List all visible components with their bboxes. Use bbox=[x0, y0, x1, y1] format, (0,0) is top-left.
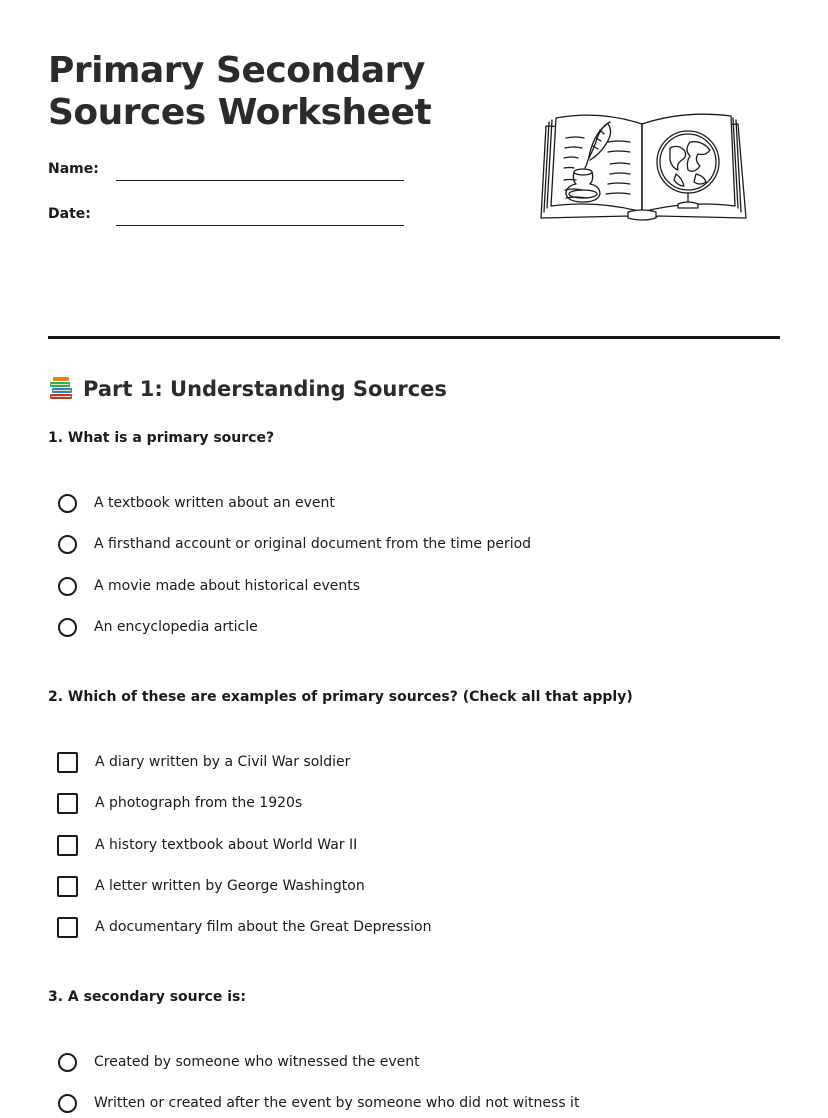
radio-button[interactable] bbox=[58, 1094, 77, 1113]
worksheet-title: Primary Secondary Sources Worksheet bbox=[48, 50, 432, 133]
radio-button[interactable] bbox=[58, 1053, 77, 1072]
option-label: Created by someone who witnessed the event bbox=[94, 1054, 420, 1070]
option-label: A photograph from the 1920s bbox=[95, 795, 303, 811]
checkbox[interactable] bbox=[57, 917, 78, 938]
part1-heading bbox=[48, 374, 447, 404]
name-field bbox=[48, 160, 408, 182]
option-label: An encyclopedia article bbox=[94, 619, 258, 635]
checkbox[interactable] bbox=[57, 835, 78, 856]
checkbox[interactable] bbox=[57, 793, 78, 814]
open-book-illustration bbox=[538, 108, 750, 224]
checkbox[interactable] bbox=[57, 752, 78, 773]
part1-heading-text: Part 1: Understanding Sources bbox=[83, 377, 447, 401]
option-label: A diary written by a Civil War soldier bbox=[95, 754, 351, 770]
books-icon bbox=[48, 376, 74, 402]
question-1-option-4[interactable] bbox=[57, 615, 258, 639]
question-2-option-2[interactable] bbox=[57, 791, 302, 815]
date-blank-line[interactable] bbox=[116, 225, 404, 226]
radio-button[interactable] bbox=[58, 494, 77, 513]
option-label: A movie made about historical events bbox=[94, 578, 361, 594]
question-1-option-2[interactable] bbox=[57, 532, 531, 556]
section-divider bbox=[48, 336, 780, 339]
question-3-option-2[interactable] bbox=[57, 1091, 579, 1115]
question-3-option-1[interactable] bbox=[57, 1050, 420, 1074]
question-2-option-5[interactable] bbox=[57, 915, 432, 939]
name-blank-line[interactable] bbox=[116, 180, 404, 181]
option-label: A firsthand account or original document from the time period bbox=[94, 536, 532, 552]
question-3-prompt: 3. A secondary source is: bbox=[48, 989, 246, 1005]
date-field bbox=[48, 205, 408, 227]
radio-button[interactable] bbox=[58, 577, 77, 596]
radio-button[interactable] bbox=[58, 535, 77, 554]
option-label: Written or created after the event by someone who did not witness it bbox=[94, 1095, 580, 1111]
question-2-prompt: 2. Which of these are examples of primary sources? (Check all that apply) bbox=[48, 689, 633, 705]
checkbox[interactable] bbox=[57, 876, 78, 897]
option-label: A documentary film about the Great Depression bbox=[95, 919, 432, 935]
option-label: A letter written by George Washington bbox=[95, 878, 365, 894]
question-1-prompt: 1. What is a primary source? bbox=[48, 430, 275, 446]
option-label: A textbook written about an event bbox=[94, 495, 335, 511]
question-1-option-1[interactable] bbox=[57, 491, 335, 515]
question-2-option-4[interactable] bbox=[57, 874, 365, 898]
option-label: A history textbook about World War II bbox=[95, 837, 358, 853]
question-1-option-3[interactable] bbox=[57, 574, 360, 598]
date-label: Date: bbox=[48, 206, 91, 222]
question-2-option-1[interactable] bbox=[57, 750, 350, 774]
radio-button[interactable] bbox=[58, 618, 77, 637]
question-2-option-3[interactable] bbox=[57, 833, 357, 857]
name-label: Name: bbox=[48, 161, 99, 177]
